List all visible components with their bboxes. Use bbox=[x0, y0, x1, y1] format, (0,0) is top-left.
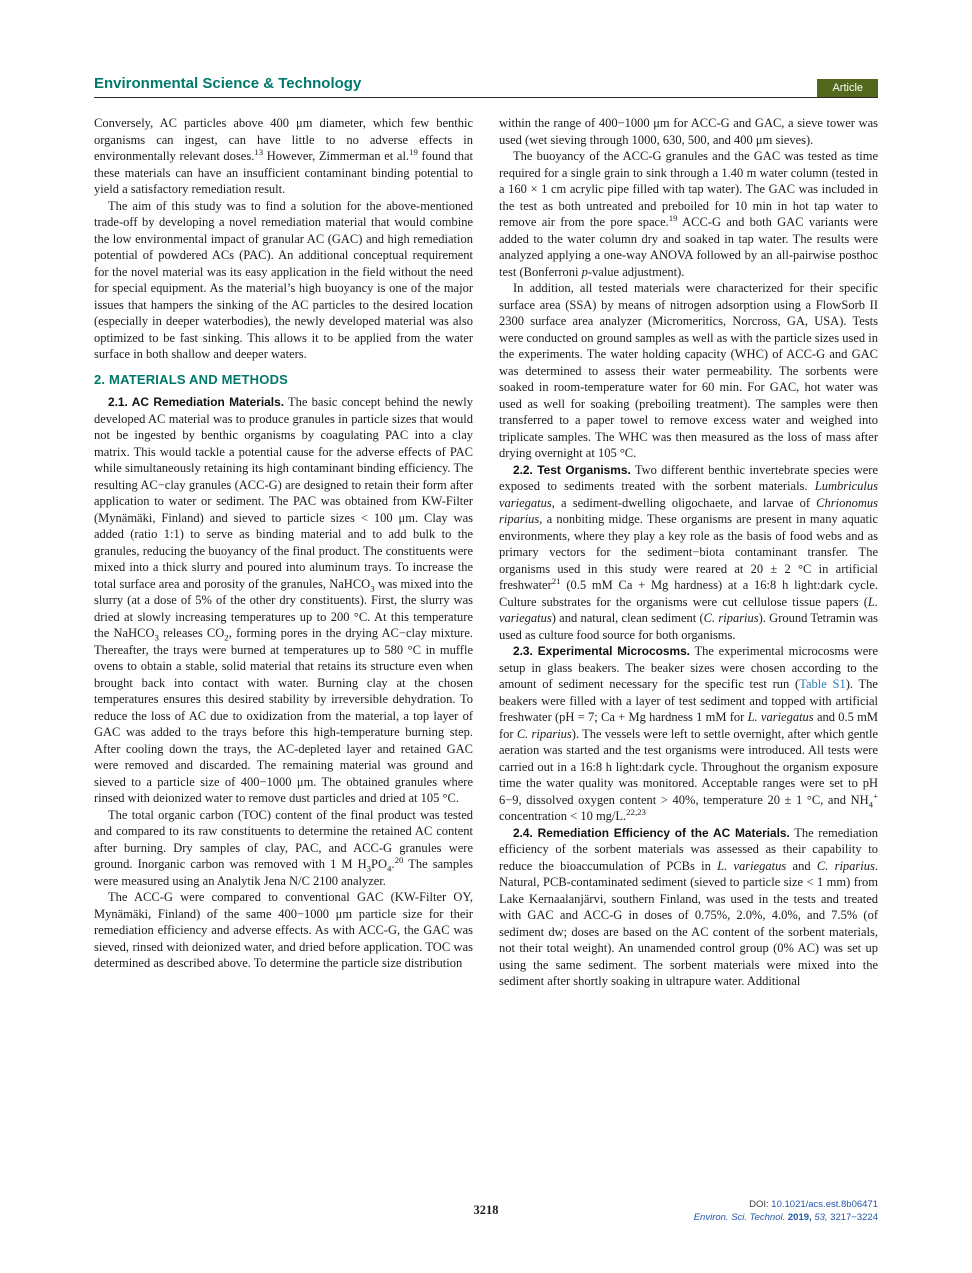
italic-text: C. riparius bbox=[816, 858, 875, 873]
subscript: 3 bbox=[154, 632, 159, 643]
right-column bbox=[499, 115, 878, 990]
superscript-reference: 19 bbox=[668, 212, 678, 223]
paragraph: 2.1. AC Remediation Materials. The basic concept behind the newly developed AC material was to produce granules in particle sizes that would not be ingested by benthic organisms by coagulating PAC into a clay matrix. This would tackle a potential cause for the adverse effects of PAC while simultaneously retaining its high contaminant binding efficiency. The resulting AC−clay granules (ACC-G) are designed to retain their form after application to water or sediment. The PAC was obtained from KW-Filter (Mynämäki, Finland) and sieved to particle sizes < 100 μm. Clay was added (ratio 1:1) to serve as binding material and to add bulk to the granules, reducing the buoyancy of the final product. The constituents were mixed into a thick slurry and poured into aluminum trays. To increase the total surface area and porosity of the granules, NaHCO$_3$ was mixed into the slurry (at a dose of 5% of the other dry constituents). First, the slurry was dried at slowly increasing temperatures up to 200 °C. At this temperature the NaHCO$_3$ releases $CO_2$, forming pores in the drying AC−clay mixture. Thereafter, the trays were burned at temperatures up to 580 °C in muffle ovens to obtain a stable, solid material that retains its structure even when brought back into contact with water. Burning clay at the chosen temperatures ensures this desired stability by irreversible dehydration. To reduce the loss of AC due to oxidization from the material, a top layer of GAC was added to the trays before this high-temperature burning step. After cooling down the trays, the AC-depleted layer and retained GAC were removed and discarded. The remaining material was ground and sieved to a particle size of 400−1000 μm. The obtained granules where rinsed with deionized water to remove dust particles and dried at 105 °C. bbox=[94, 395, 474, 805]
paragraph: The aim of this study was to find a solution for the above-mentioned trade-off by developing a novel remediation material that would combine the low environmental impact of granular AC (GAC) and high remediation potential of powdered ACs (PAC). An additional conceptual requirement for the novel material was its easy application in the field without the need for special equipment. As the material’s high buoyancy is one of the major issues that hampers the sinking of the AC particles to the desired location (especially in deeper waterbodies), the newly developed material was also optimized to be fast sinking. This allows it to be applied from the water surface in both shallow and deeper waters. bbox=[94, 198, 473, 361]
italic-text: C. riparius bbox=[703, 611, 759, 625]
doi-block bbox=[694, 1199, 878, 1224]
table-s1-link[interactable]: Table S1 bbox=[799, 677, 846, 691]
italic-text: Lumbriculus variegatus bbox=[499, 479, 878, 510]
citation bbox=[694, 1212, 878, 1225]
paragraph: In addition, all tested materials were characterized for their specific surface area (SSA) by means of nitrogen adsorption using a FlowSorb II 2300 surface area analyzer (Micromeritics, Norcross, GA, USA). Tests were conducted on ground samples as well as with the particle sizes used in the experiments. The water holding capacity (WHC) of ACC-G and GAC was determined to assess their water permeability. The sorbents were soaked in room-temperature water for 60 min. For GAC, hot water was used as well for soaking (preboiling treatment). The samples were then transferred to a paper towel to remove excess water and weighed into triplicate samples. The WHC was then measured as the loss of mass after drying overnight at 105 °C. bbox=[499, 281, 878, 460]
doi-label: DOI: bbox=[749, 1199, 769, 1210]
page-footer bbox=[94, 1199, 878, 1227]
italic-text: p bbox=[581, 264, 588, 279]
subsection-heading-2-2: 2.2. Test Organisms. bbox=[513, 462, 631, 477]
article-type-badge: Article bbox=[817, 79, 878, 97]
citation-pages: 3217−3224 bbox=[830, 1211, 878, 1223]
paragraph: The buoyancy of the ACC-G granules and the GAC was tested as time required for a single grain to sink through a 1.40 m water column (tested in a 160 × 1 cm acrylic pipe filled with tap water). The GAC was included in the test as both untreated and preboiled for 10 min in hot tap water to remove air from the pore space.$^{19}$ ACC-G and both GAC variants were added to the water column dry and soaked in tap water. The results were analyzed applying a one-way ANOVA followed by an all-pairwise posthoc test (Bonferroni p-value adjustment). bbox=[499, 149, 878, 279]
subsection-heading-2-4: 2.4. Remediation Efficiency of the AC Materials. bbox=[513, 825, 790, 840]
paragraph: The ACC-G were compared to conventional GAC (KW-Filter OY, Mynämäki, Finland) of the same 400−1000 μm particle size for their remediation efficiency and adverse effects. As with ACC-G, the GAC was sieved, rinsed with deionized water, and dried before application. TOC was determined as described above. To determine the particle size distribution bbox=[94, 890, 473, 970]
subscript: 3 bbox=[370, 583, 375, 593]
page-header bbox=[94, 68, 878, 98]
subsection-heading-2-1: 2.1. AC Remediation Materials. bbox=[108, 395, 285, 409]
superscript-reference: 21 bbox=[551, 575, 561, 586]
italic-text: L. variegatus bbox=[747, 710, 814, 724]
paragraph: Conversely, AC particles above 400 μm diameter, which few benthic organisms can ingest, can have little to no adverse effects in environmentally relevant doses.$^{13}$ However, Zimmerman et al.$^{19}$ found that these materials can have an insufficient contaminant binding potential to yield a satisfactory remediation result. bbox=[94, 116, 474, 196]
italic-text: Chrionomus riparius bbox=[499, 495, 878, 526]
page-number: 3218 bbox=[473, 1203, 499, 1217]
italic-text: L. variegatus bbox=[717, 858, 787, 873]
subscript: 2 bbox=[224, 632, 229, 643]
superscript-reference: + bbox=[873, 790, 878, 801]
doi-link[interactable]: 10.1021/acs.est.8b06471 bbox=[771, 1199, 878, 1210]
journal-title: Environmental Science & Technology bbox=[94, 75, 362, 92]
superscript-reference: 19 bbox=[409, 146, 418, 157]
article-body bbox=[94, 115, 878, 990]
superscript-reference: 13 bbox=[254, 146, 264, 157]
superscript-reference: 20 bbox=[394, 854, 404, 865]
citation-volume: 53, bbox=[814, 1211, 828, 1223]
paragraph: 2.3. Experimental Microcosms. The experimental microcosms were setup in glass beakers. The beaker sizes were chosen according to the amount of sediment necessary for the specific test run (Table S1). The beakers were filled with a layer of test sediment and topped with artificial freshwater (pH = 7; Ca + Mg hardness 1 mM for L. variegatus and 0.5 mM for C. riparius). The vessels were left to settle overnight, after which gentle aeration was started and the test organisms were introduced. All tests were carried out in a 16:8 h light:dark cycle. Throughout the organism exposure time the water quality was monitored. Acceptable ranges were set to pH 6−9, dissolved oxygen content > 40%, temperature 20 ± 1 °C, and $NH_4^+$ concentration < 10 mg/L.$^{22,23}$ bbox=[499, 644, 879, 823]
doi-line bbox=[694, 1199, 878, 1212]
paragraph: within the range of 400−1000 μm for ACC-G and GAC, a sieve tower was used (wet sieving through 1000, 630, 500, and 400 μm sieves). bbox=[499, 116, 878, 147]
section-heading: 2. MATERIALS AND METHODS bbox=[94, 371, 289, 387]
subscript: 4 bbox=[387, 863, 392, 874]
subscript: 3 bbox=[366, 863, 372, 874]
italic-text: L. variegatus bbox=[499, 594, 878, 625]
paragraph: 2.2. Test Organisms. Two different benthic invertebrate species were exposed to sediments treated with the sorbent materials. Lumbriculus variegatus, a sediment-dwelling oligochaete, and larvae of Chrionomus riparius, a nonbiting midge. These organisms are present in many aquatic environments, where they play a key role as the basis of food webs and as primary vectors for the sediment−biota contaminant transfer. The organisms used in this study were reared at 20 ± 2 °C in artificial freshwater$^{21}$ (0.5 mM Ca + Mg hardness) at a 16:8 h light:dark cycle. Culture substrates for the organisms were cut cellulose tissue papers (L. variegatus) and natural, clean sediment (C. riparius). Ground Tetramin was used as culture food source for both organisms. bbox=[499, 462, 878, 642]
subscript: 4 bbox=[868, 799, 874, 809]
left-column bbox=[94, 115, 473, 990]
paragraph: 2.4. Remediation Efficiency of the AC Materials. The remediation efficiency of the sorbent materials was assessed as their capability to reduce the bioaccumulation of PCBs in L. variegatus and C. riparius. Natural, PCB-contaminated sediment (sieved to particle size < 1 mm) from Lake Kernaalanjärvi, southern Finland, was used in the tests and treated with GAC and ACC-G in doses of 0.75%, 2.0%, 4.0%, and 7.5% (of sediment dw; doses are based on the AC content of the sorbent materials, not their total weight). An unamended control group (0% AC) was set up using the same sediment. The sorbent materials were mixed into the sediment after shortly soaking in ultrapure water. Additional bbox=[499, 825, 878, 988]
italic-text: C. riparius bbox=[516, 726, 572, 741]
superscript-reference: 22,23 bbox=[626, 806, 646, 817]
citation-journal: Environ. Sci. Technol. bbox=[693, 1211, 786, 1223]
paragraph: The total organic carbon (TOC) content of the final product was tested and compared to its raw constituents to determine the retained AC content after burning. Dry samples of clay, PAC, and ACC-G granules were ground. Inorganic carbon was removed with 1 M $H_3PO_4.^{20}$ The samples were measured using an Analytik Jena N/C 2100 analyzer. bbox=[94, 807, 473, 888]
subsection-heading-2-3: 2.3. Experimental Microcosms. bbox=[513, 644, 690, 658]
citation-year: 2019, bbox=[787, 1211, 812, 1223]
